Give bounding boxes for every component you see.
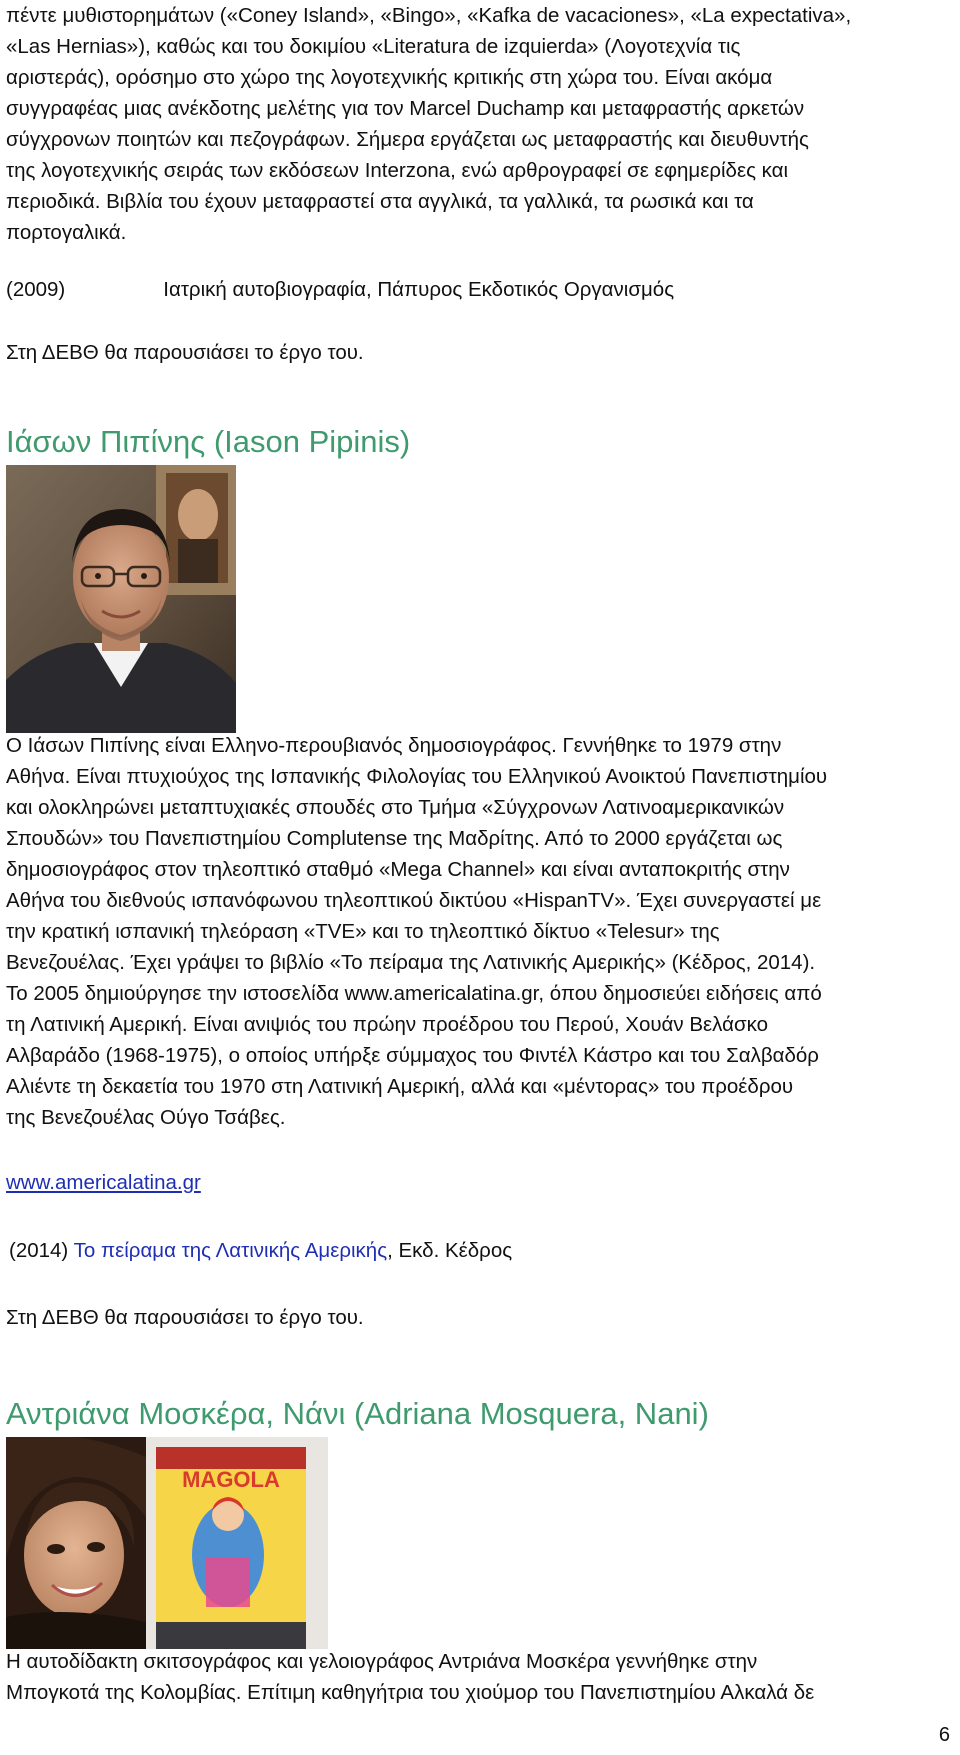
intro-paragraph [6, 0, 956, 248]
bio-line: Αλβαράδο (1968-1975), ο οποίος υπήρξε σύμμαχος του Φιντέλ Κάστρο και του Σαλβαδόρ [6, 1044, 819, 1067]
page-number: 6 [938, 1724, 950, 1746]
magola-cover-title: MAGOLA [182, 1467, 280, 1492]
pipinis-heading: Ιάσων Πιπίνης (Iason Pipinis) [6, 424, 411, 459]
bibliography-title: Ιατρική αυτοβιογραφία, Πάπυρος Εκδοτικός Οργανισμός [163, 278, 675, 301]
bio-line: τη Λατινική Αμερική. Είναι ανιψιός του πρώην προέδρου του Περού, Χουάν Βελάσκο [6, 1013, 769, 1036]
intro-line: «Las Hernias»), καθώς και του δοκιμίου «Literatura de izquierda» (Λογοτεχνία τις [6, 35, 741, 58]
bio-line: Η αυτοδίδακτη σκιτσογράφος και γελοιογράφος Αντριάνα Μοσκέρα γεννήθηκε στην [6, 1650, 758, 1673]
bio-line: Ο Ιάσων Πιπίνης είναι Ελληνο-περουβιανός δημοσιογράφος. Γεννήθηκε το 1979 στην [6, 734, 782, 757]
bio-line: Το 2005 δημιούργησε την ιστοσελίδα www.americalatina.gr, όπου δημοσιεύει ειδήσεις από [6, 982, 822, 1005]
intro-line: της λογοτεχνικής σειράς των εκδόσεων Interzona, ενώ αρθρογραφεί σε εφημερίδες και [6, 159, 789, 182]
intro-line: αριστεράς), ορόσημο στο χώρο της λογοτεχνικής κριτικής στη χώρα του. Είναι ακόμα [6, 66, 773, 89]
intro-line: πέντε μυθιστορημάτων («Coney Island», «Bingo», «Kafka de vacaciones», «La expectativa», [6, 4, 852, 27]
pipinis-presentation: Στη ΔΕΒΘ θα παρουσιάσει το έργο του. [6, 1306, 364, 1329]
intro-line: πορτογαλικά. [6, 221, 127, 244]
pipinis-photo [6, 465, 236, 733]
website-link[interactable]: www.americalatina.gr [6, 1171, 201, 1194]
mosquera-bio [6, 1646, 956, 1708]
pipinis-book-line [9, 1235, 959, 1266]
bio-line: Σπουδών» του Πανεπιστημίου Complutense της Μαδρίτης. Από το 2000 εργάζεται ως [6, 827, 783, 850]
pipinis-website-line [6, 1167, 956, 1198]
bio-line: Αλιέντε τη δεκαετία του 1970 στη Λατινική Αμερική, αλλά και «μέντορας» του προέδρου [6, 1075, 794, 1098]
mosquera-heading: Αντριάνα Μοσκέρα, Νάνι (Adriana Mosquera, Nani) [6, 1396, 709, 1431]
book-title-link[interactable]: Το πείραμα της Λατινικής Αμερικής [73, 1239, 388, 1262]
bio-line: της Βενεζουέλας Ούγο Τσάβες. [6, 1106, 286, 1129]
intro-line: σύγχρονων ποιητών και πεζογράφων. Σήμερα εργάζεται ως μεταφραστής και διευθυντής [6, 128, 809, 151]
mosquera-photo [6, 1437, 328, 1649]
intro-presentation: Στη ΔΕΒΘ θα παρουσιάσει το έργο του. [6, 341, 364, 364]
bio-line: Βενεζουέλας. Έχει γράψει το βιβλίο «Το πείραμα της Λατινικής Αμερικής» (Κέδρος, 2014). [6, 951, 816, 974]
book-year: (2014) [9, 1239, 69, 1262]
bio-line: δημοσιογράφος στον τηλεοπτικό σταθμό «Mega Channel» και είναι ανταποκριτής στην [6, 858, 790, 881]
intro-bibliography [6, 274, 956, 305]
bibliography-year: (2009) [6, 278, 66, 301]
document-page [6, 0, 956, 1755]
intro-line: συγγραφέας μιας ανέκδοτης μελέτης για τον Marcel Duchamp και μεταφραστής αρκετών [6, 97, 805, 120]
bio-line: και ολοκληρώνει μεταπτυχιακές σπουδές στο Τμήμα «Σύγχρονων Λατινοαμερικανικών [6, 796, 785, 819]
bio-line: Μπογκοτά της Κολομβίας. Επίτιμη καθηγήτρια του χιούμορ του Πανεπιστημίου Αλκαλά δε [6, 1681, 815, 1704]
bio-line: Αθήνα του διεθνούς ισπανόφωνου τηλεοπτικού δικτύου «HispanTV». Έχει συνεργαστεί με [6, 889, 822, 912]
book-publisher: , Εκδ. Κέδρος [387, 1239, 513, 1262]
bio-line: Αθήνα. Είναι πτυχιούχος της Ισπανικής Φιλολογίας του Ελληνικού Ανοικτού Πανεπιστημίου [6, 765, 828, 788]
pipinis-bio [6, 730, 956, 1133]
bio-line: την κρατική ισπανική τηλεόραση «TVE» και το τηλεοπτικό δίκτυο «Telesur» της [6, 920, 720, 943]
intro-line: περιοδικά. Βιβλία του έχουν μεταφραστεί στα αγγλικά, τα γαλλικά, τα ρωσικά και τα [6, 190, 754, 213]
